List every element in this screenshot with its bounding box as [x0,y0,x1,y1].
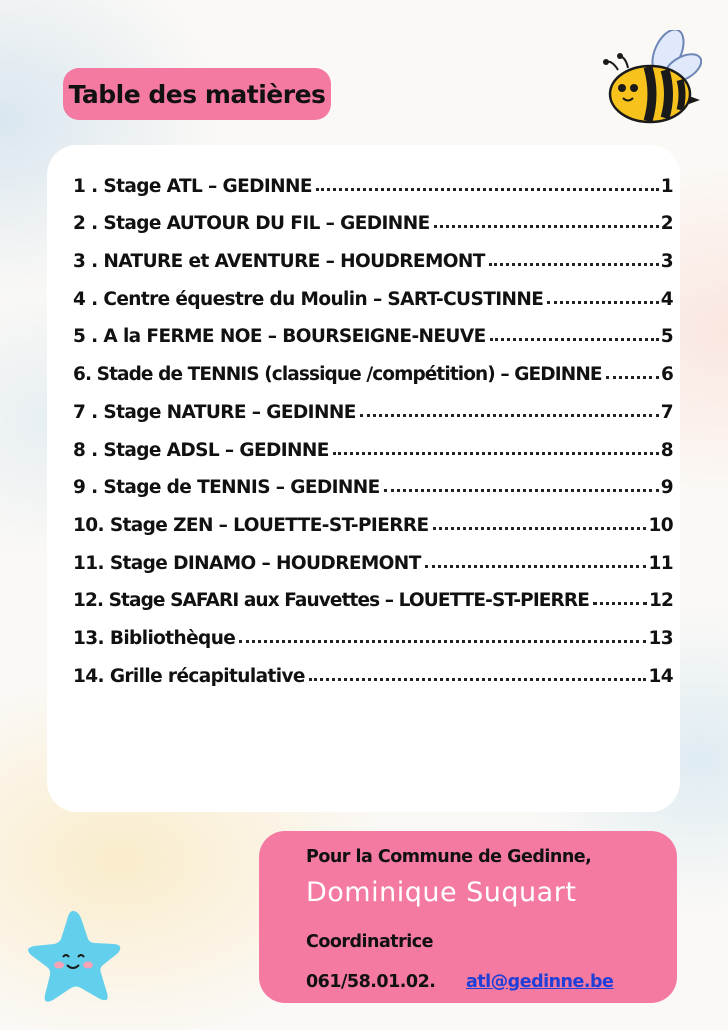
signature-phone: 061/58.01.02. [306,972,436,992]
toc-entry-title: 10. Stage ZEN – LOUETTE-ST-PIERRE [73,514,429,536]
toc-entry[interactable] [73,351,673,389]
toc-entry-title: 5 . A la FERME NOE – BOURSEIGNE-NEUVE [73,326,486,348]
dot-leader [547,301,658,304]
bee-icon [598,30,702,130]
toc-entry-page: 9 [660,477,673,499]
signature-role: Coordinatrice [306,932,434,952]
toc-entry-title: 3 . NATURE et AVENTURE – HOUDREMONT [73,251,485,273]
toc-entry-page: 1 [660,175,673,197]
email-link[interactable]: atl@gedinne.be [466,972,614,992]
toc-entry-title: 13. Bibliothèque [73,627,236,649]
toc-entry-page: 11 [648,552,673,574]
toc-entry-title: 14. Grille récapitulative [73,665,305,687]
dot-leader [239,640,646,643]
toc-entry-title: 8 . Stage ADSL – GEDINNE [73,439,329,461]
toc-entry[interactable] [73,578,673,616]
dot-leader [490,338,659,341]
dot-leader [606,376,659,379]
toc-entry[interactable] [73,615,673,653]
toc-entry-title: 1 . Stage ATL – GEDINNE [73,175,312,197]
toc-entry-title: 4 . Centre équestre du Moulin – SART-CUSTINNE [73,288,544,310]
dot-leader [433,527,647,530]
toc-entry[interactable] [73,238,673,276]
toc-entry-page: 14 [648,665,673,687]
signature-box [259,831,677,1003]
toc-entry-page: 5 [660,326,673,348]
toc-entry-page: 2 [660,213,673,235]
toc-entry[interactable] [73,389,673,427]
toc-entry[interactable] [73,465,673,503]
page-title: Table des matières [63,68,331,120]
toc-entry-title: 12. Stage SAFARI aux Fauvettes – LOUETTE-ST-PIERRE [73,590,589,612]
dot-leader [425,565,647,568]
toc-entry-page: 12 [649,590,673,612]
signature-organization: Pour la Commune de Gedinne, [306,847,592,867]
toc-entry[interactable] [73,653,673,691]
toc-list [73,163,673,691]
dot-leader [309,678,647,681]
toc-entry-title: 2 . Stage AUTOUR DU FIL – GEDINNE [73,213,430,235]
toc-entry-title: 6. Stade de TENNIS (classique /compétition) – GEDINNE [73,364,602,386]
toc-entry-page: 8 [660,439,673,461]
toc-entry-page: 7 [660,401,673,423]
toc-entry[interactable] [73,540,673,578]
toc-entry[interactable] [73,201,673,239]
toc-entry-title: 7 . Stage NATURE – GEDINNE [73,401,356,423]
dot-leader [384,489,659,492]
toc-entry[interactable] [73,276,673,314]
dot-leader [593,602,647,605]
dot-leader [489,263,659,266]
table-of-contents [47,145,680,812]
toc-entry[interactable] [73,427,673,465]
toc-entry-title: 11. Stage DINAMO – HOUDREMONT [73,552,421,574]
toc-entry-page: 3 [660,251,673,273]
toc-entry[interactable] [73,314,673,352]
dot-leader [360,414,659,417]
toc-entry-page: 10 [648,514,673,536]
dot-leader [333,452,659,455]
dot-leader [434,225,659,228]
dot-leader [316,188,659,191]
signature-name: Dominique Suquart [306,877,577,908]
star-icon [18,905,128,1009]
toc-entry[interactable] [73,163,673,201]
toc-entry-page: 6 [661,364,673,386]
toc-entry-page: 13 [648,627,673,649]
toc-entry[interactable] [73,502,673,540]
toc-entry-title: 9 . Stage de TENNIS – GEDINNE [73,477,380,499]
toc-entry-page: 4 [660,288,673,310]
